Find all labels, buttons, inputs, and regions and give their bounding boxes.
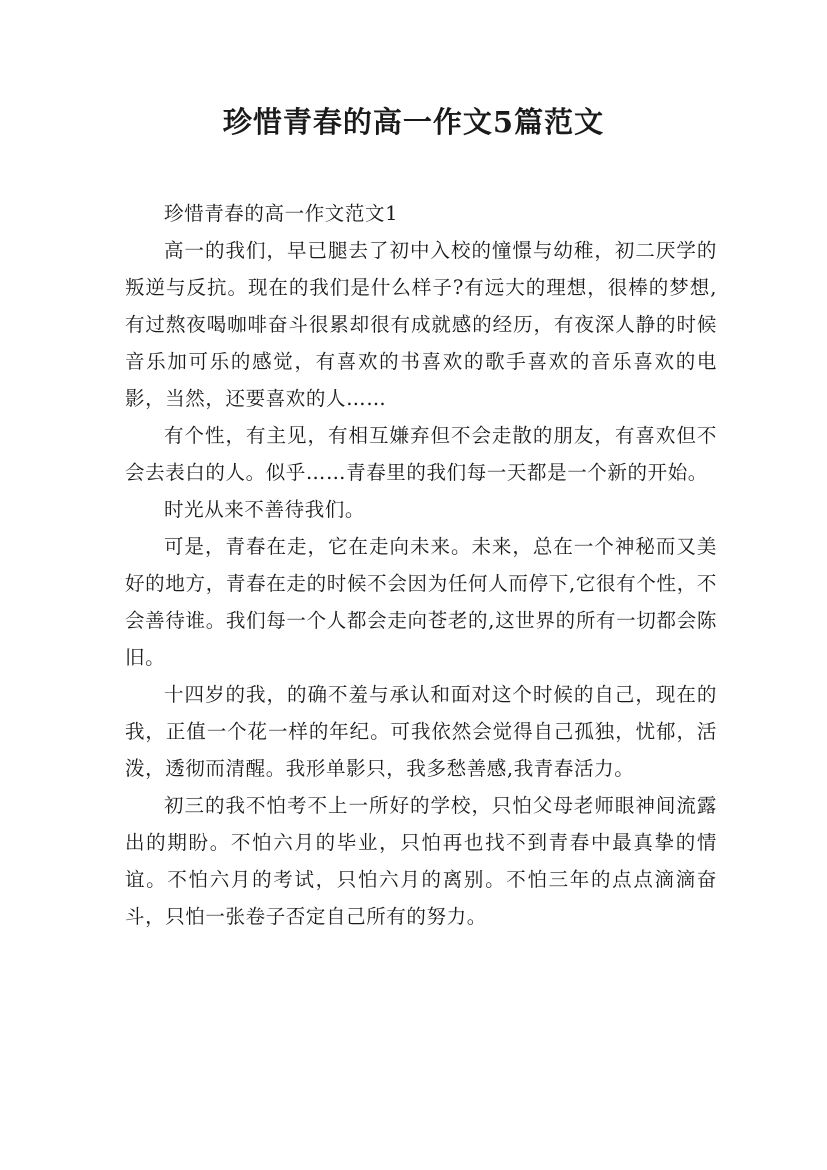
document-title: 珍惜青春的高一作文5篇范文 [222,105,605,139]
paragraph: 十四岁的我，的确不羞与承认和面对这个时候的自己，现在的我，正值一个花一样的年纪。可我依然会觉得自己孤独，忧郁，活泼，透彻而清醒。我形单影只，我多愁善感,我青春活力。 [125,683,717,780]
document-body [125,195,717,935]
paragraph: 初三的我不怕考不上一所好的学校，只怕父母老师眼神间流露出的期盼。不怕六月的毕业，只怕再也找不到青春中最真挚的情谊。不怕六月的考试，只怕六月的离别。不怕三年的点点滴滴奋斗，只怕一张卷子否定自己所有的努力。 [125,794,717,928]
paragraph: 可是，青春在走，它在走向未来。未来，总在一个神秘而又美好的地方，青春在走的时候不会因为任何人而停下,它很有个性，不会善待谁。我们每一个人都会走向苍老的,这世界的所有一切都会陈旧。 [125,535,717,669]
paragraph: 高一的我们，早已腿去了初中入校的憧憬与幼稚，初二厌学的叛逆与反抗。现在的我们是什么样子?有远大的理想，很棒的梦想,有过熬夜喝咖啡奋斗很累却很有成就感的经历，有夜深人静的时候音乐加可乐的感觉，有喜欢的书喜欢的歌手喜欢的音乐喜欢的电影，当然，还要喜欢的人…… [125,239,717,410]
section-heading: 珍惜青春的高一作文范文1 [164,202,399,225]
paragraph: 有个性，有主见，有相互嫌弃但不会走散的朋友，有喜欢但不会去表白的人。似乎……青春里的我们每一天都是一个新的开始。 [125,424,717,484]
paragraph: 时光从来不善待我们。 [164,498,366,521]
